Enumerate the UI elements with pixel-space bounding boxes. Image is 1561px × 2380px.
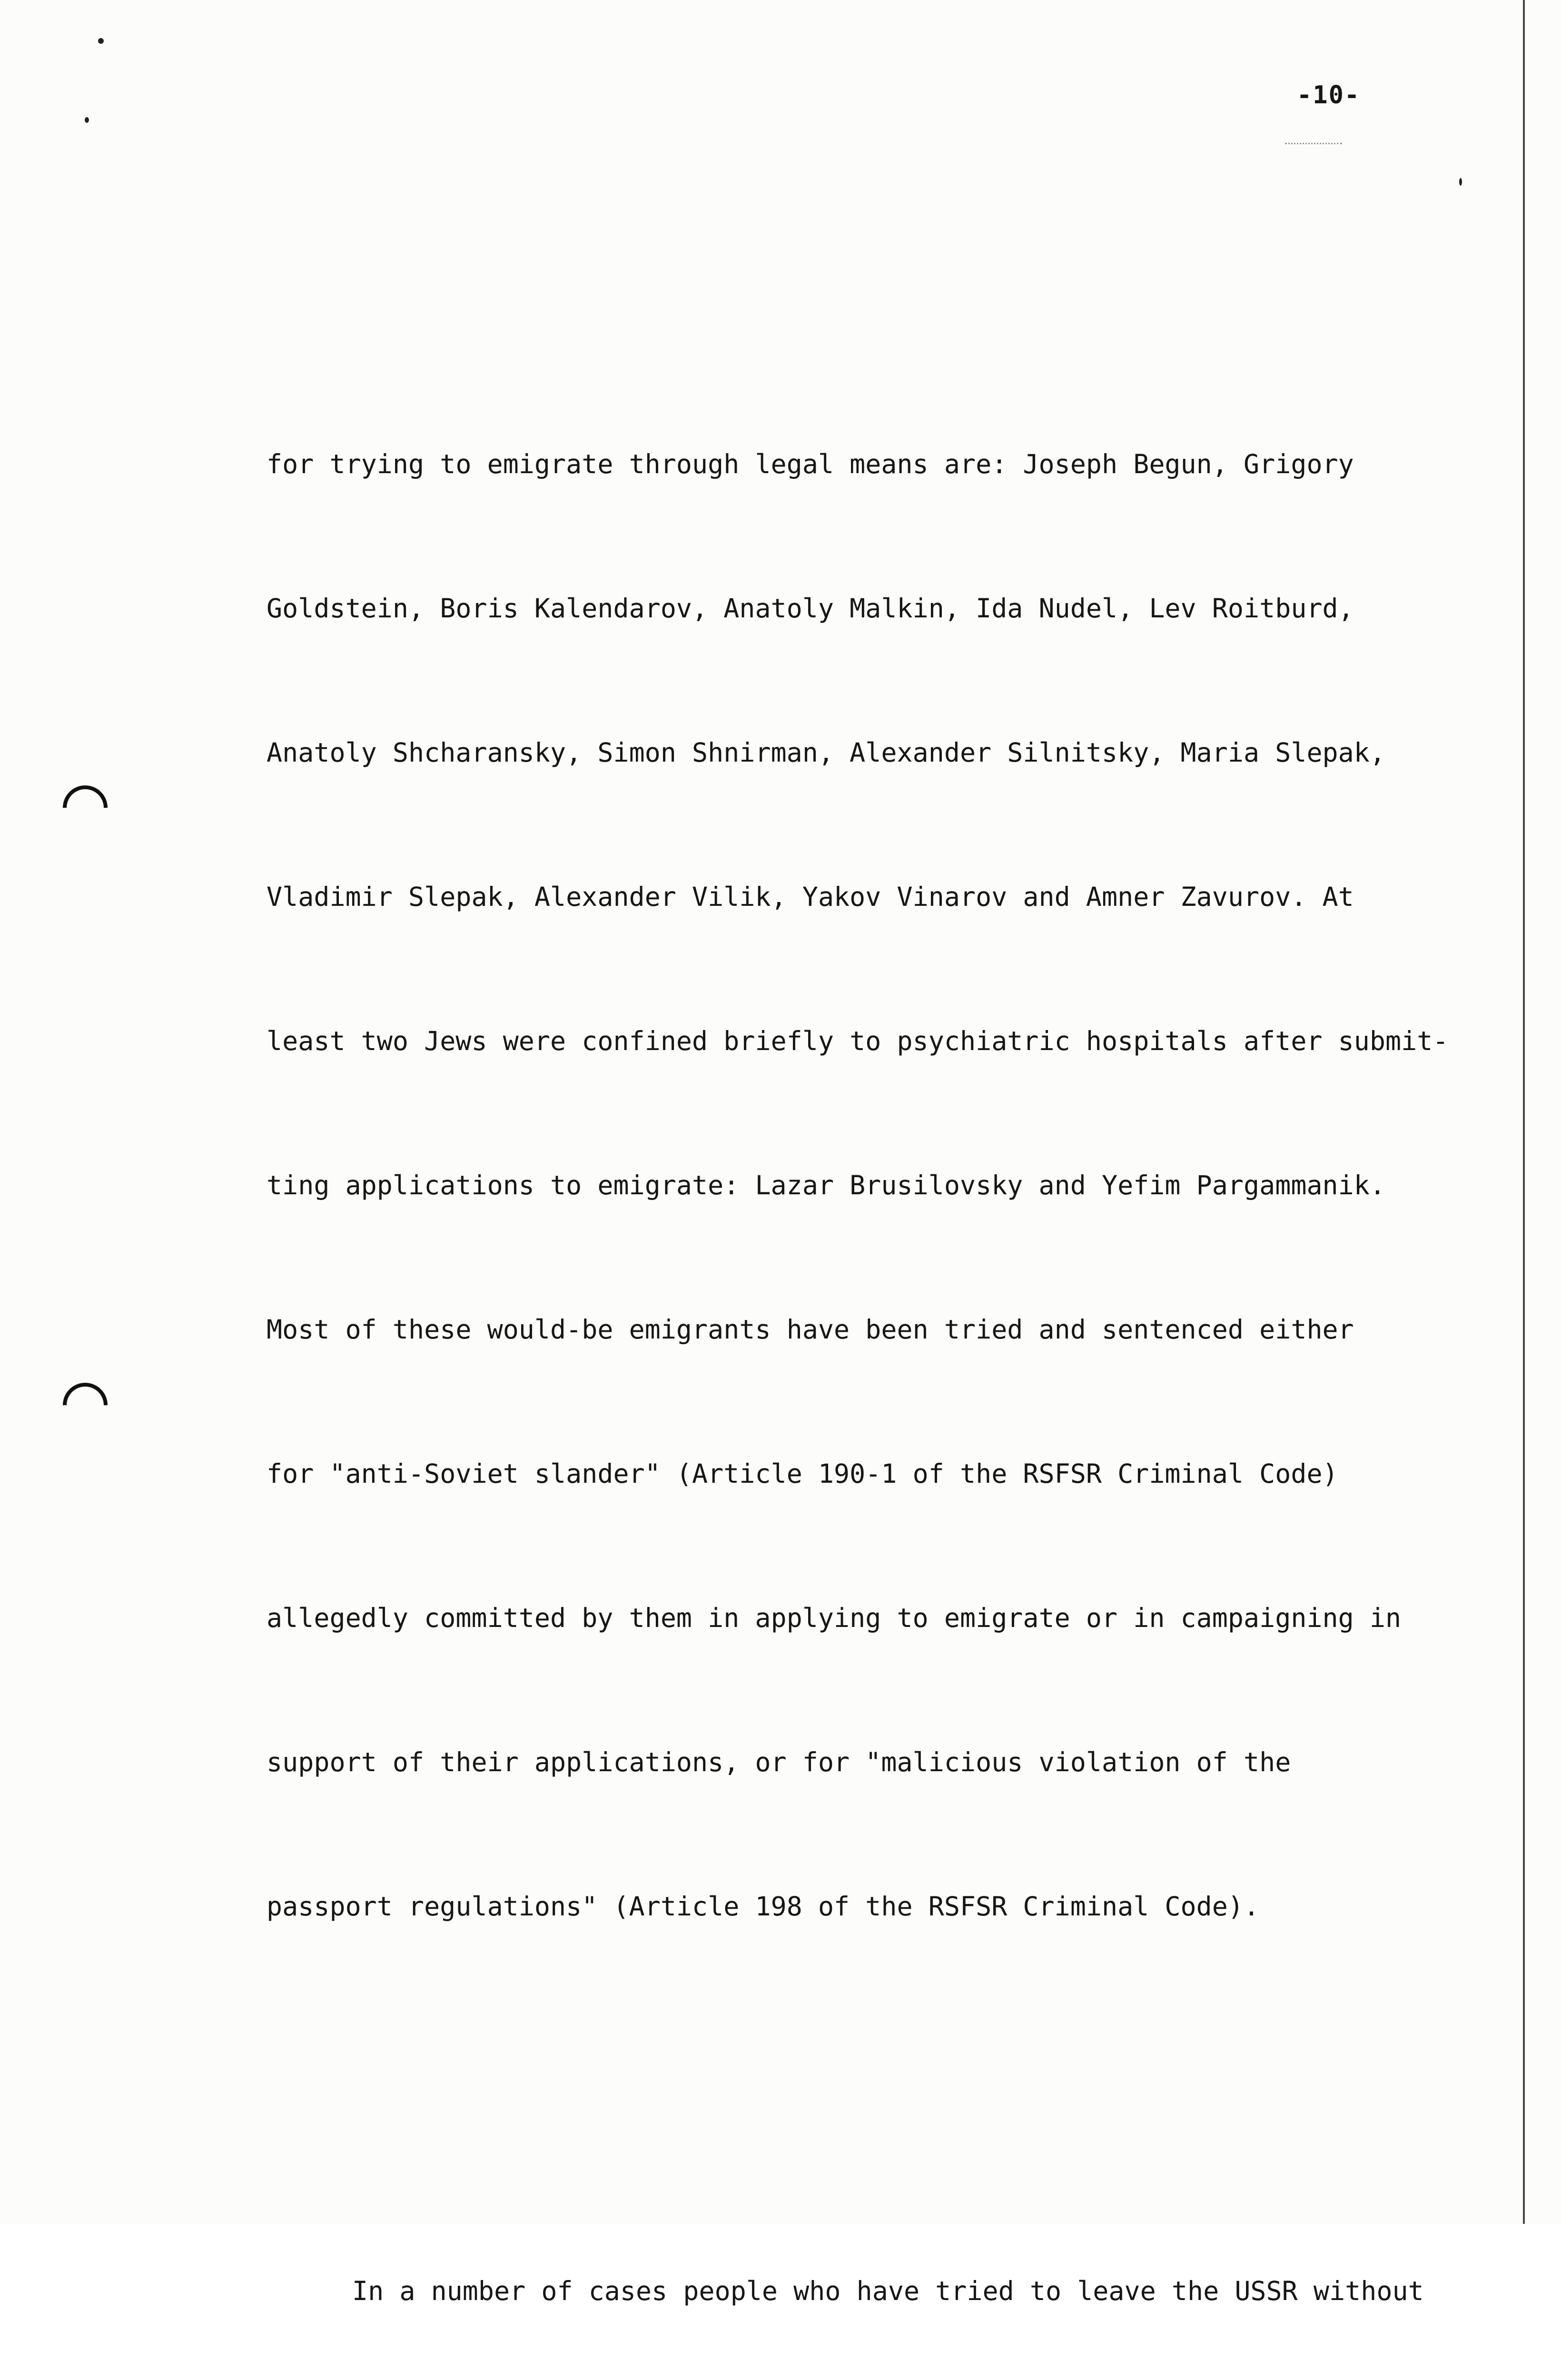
- text-line: Vladimir Slepak, Alexander Vilik, Yakov Vinarov and Amner Zavurov. At: [267, 882, 1354, 912]
- text-line: for "anti-Soviet slander" (Article 190-1 of the RSFSR Criminal Code): [267, 1458, 1338, 1489]
- text-line: least two Jews were confined briefly to psychiatric hospitals after submit-: [267, 1026, 1449, 1056]
- punch-hole-lower: [54, 1374, 117, 1437]
- paragraph-2: [267, 2171, 1542, 2380]
- text-line: for trying to emigrate through legal means are: Joseph Begun, Grigory: [267, 449, 1354, 479]
- text-line: Anatoly Shcharansky, Simon Shnirman, Alexander Silnitsky, Maria Slepak,: [267, 737, 1386, 768]
- page-number: -10-: [1297, 81, 1361, 109]
- document-body: [267, 200, 1542, 2380]
- scan-mark: [1285, 143, 1342, 144]
- paragraph-1: [267, 344, 1542, 2027]
- scan-speck: [98, 38, 104, 44]
- text-line: Most of these would-be emigrants have been tried and sentenced either: [267, 1314, 1354, 1345]
- text-line: ting applications to emigrate: Lazar Brusilovsky and Yefim Pargammanik.: [267, 1170, 1386, 1200]
- scan-speck: [1459, 178, 1462, 186]
- text-line: Goldstein, Boris Kalendarov, Anatoly Malkin, Ida Nudel, Lev Roitburd,: [267, 593, 1354, 624]
- punch-hole-upper: [54, 776, 117, 840]
- text-line: support of their applications, or for "malicious violation of the: [267, 1747, 1291, 1777]
- text-line: passport regulations" (Article 198 of the RSFSR Criminal Code).: [267, 1891, 1260, 1922]
- text-line: allegedly committed by them in applying to emigrate or in campaigning in: [267, 1603, 1402, 1633]
- text-line: In a number of cases people who have tried to leave the USSR without: [352, 2276, 1424, 2306]
- scan-speck: [85, 117, 89, 123]
